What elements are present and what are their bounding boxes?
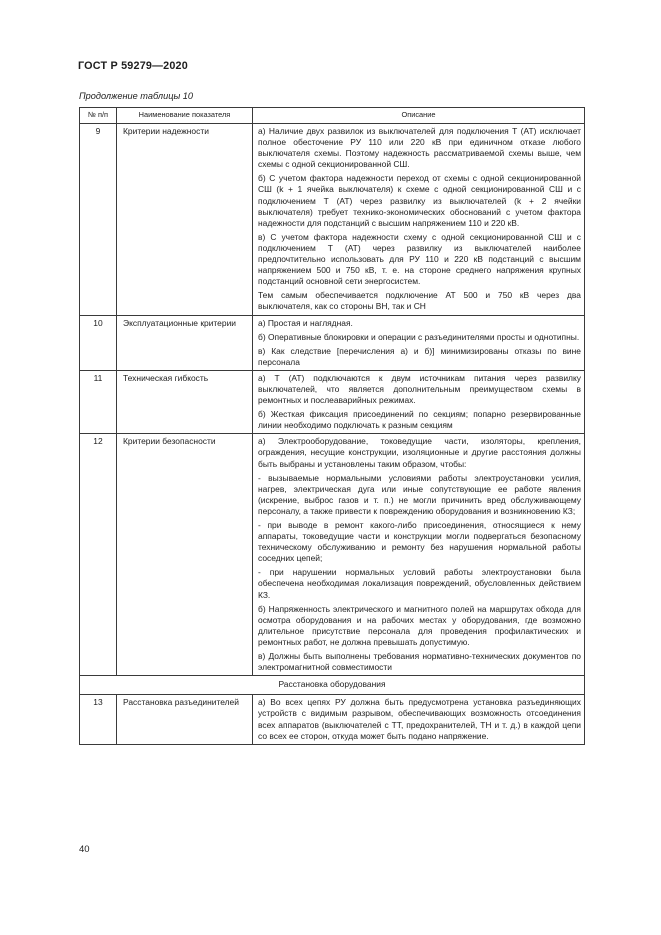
column-header-description: Описание — [253, 108, 585, 124]
table-row — [80, 695, 585, 744]
description-paragraph: а) Во всех цепях РУ должна быть предусмотрена установка разъединяющих устройств с видимым разрывом, обеспечивающих возможность отсоединения всех аппаратов (выключателей с ТТ, предохранителей, ТН и т. д.) в каждой цепи со всех ее сторон, откуда может быть подано напряжение. — [258, 697, 581, 741]
indicators-table — [79, 107, 585, 745]
section-row — [80, 676, 585, 695]
description-paragraph: б) Жесткая фиксация присоединений по секциям; попарно резервированные линии необходимо подключать к разным секциям — [258, 409, 581, 431]
section-title: Расстановка оборудования — [80, 676, 585, 695]
row-number: 11 — [80, 370, 117, 433]
description-paragraph: б) С учетом фактора надежности переход от схемы с одной секционированной СШ (k + 1 ячейка выключателя) к схеме с одной секционированной СШ и с подключением Т (АТ) через развилку из выключателей (k + 2 ячейки выключателя) требует технико-экономических обоснований с учетом фактора надежности для подстанций с высшим напряжением 110 и 220 кВ. — [258, 173, 581, 228]
row-number: 9 — [80, 124, 117, 316]
row-indicator-name: Расстановка разъединителей — [117, 695, 253, 744]
description-paragraph: а) Простая и наглядная. — [258, 317, 353, 328]
column-header-name: Наименование показателя — [117, 108, 253, 124]
row-number: 12 — [80, 434, 117, 676]
row-number: 13 — [80, 695, 117, 744]
table-row — [80, 315, 585, 370]
description-paragraph: б) Напряженность электрического и магнитного полей на маршрутах обхода для осмотра оборудования и на рабочих местах у оборудования, где возможно длительное присутствие персонала для проведения профилактических и ремонтных работ, не должна превышать допустимую. — [258, 603, 581, 647]
row-description — [253, 315, 585, 370]
table-row — [80, 124, 585, 316]
row-indicator-name: Критерии надежности — [117, 124, 253, 316]
row-indicator-name: Критерии безопасности — [117, 434, 253, 676]
description-paragraph: а) Т (АТ) подключаются к двум источникам питания через развилку выключателей, что является дополнительным преимуществом схемы в ремонтных и послеаварийных режимах. — [258, 372, 581, 406]
description-paragraph: а) Наличие двух развилок из выключателей для подключения Т (АТ) исключает полное обесточение РУ 110 или 220 кВ при единичном отказе любого выключателя схемы. Поэтому надежность рассматриваемой схемы выше, чем схемы с одной секционированной СШ. — [258, 126, 581, 170]
description-paragraph: - вызываемые нормальными условиями работы электроустановки усилия, нагрев, электрическая дуга или иные сопутствующие ее работе явления (искрение, выброс газов и т. п.) не могли причинить вред обслуживающему персоналу, а также привести к повреждению оборудования и возникновению КЗ; — [258, 472, 581, 516]
description-paragraph: в) Должны быть выполнены требования нормативно-технических документов по электромагнитной совместимости — [258, 651, 581, 673]
page-number: 40 — [79, 844, 90, 855]
table-header-row — [80, 108, 585, 124]
table-caption: Продолжение таблицы 10 — [79, 91, 194, 101]
row-description — [253, 695, 585, 744]
row-description — [253, 124, 585, 316]
description-paragraph: - при выводе в ремонт какого-либо присоединения, относящиеся к нему аппараты, токоведущие части и конструкции могли подвергаться безопасному техническому обслуживанию и ремонту без нарушения нормальной работы соседних цепей; — [258, 520, 581, 564]
document-title: ГОСТ Р 59279—2020 — [78, 60, 188, 72]
description-paragraph: а) Электрооборудование, токоведущие части, изоляторы, крепления, ограждения, несущие конструкции, изоляционные и другие расстояния должны быть выбраны и установлены таким образом, чтобы: — [258, 436, 581, 469]
table-row — [80, 434, 585, 676]
description-paragraph: б) Оперативные блокировки и операции с разъединителями просты и однотипны. — [258, 331, 580, 342]
table-row — [80, 370, 585, 433]
description-paragraph: в) С учетом фактора надежности схему с одной секционированной СШ и с подключением Т (АТ) через развилку из выключателей наиболее предпочтительно использовать для РУ 110 и 220 кВ подстанций с высшим напряжением 500 и 750 кВ, т. е. на стороне среднего напряжения крупных подстанций основной сети энергосистем. — [258, 231, 581, 287]
row-description — [253, 370, 585, 433]
row-number: 10 — [80, 315, 117, 370]
description-paragraph: в) Как следствие [перечисления а) и б)] минимизированы отказы по вине персонала — [258, 345, 581, 367]
row-description — [253, 434, 585, 676]
row-indicator-name: Эксплуатационные критерии — [117, 315, 253, 370]
description-paragraph: - при нарушении нормальных условий работы электроустановки была обеспечена необходимая локализация повреждений, обусловленных действием КЗ. — [258, 567, 581, 600]
row-indicator-name: Техническая гибкость — [117, 370, 253, 433]
description-paragraph: Тем самым обеспечивается подключение АТ 500 и 750 кВ через два выключателя, как со стороны ВН, так и СН — [258, 290, 581, 312]
column-header-number: № п/п — [80, 108, 117, 124]
